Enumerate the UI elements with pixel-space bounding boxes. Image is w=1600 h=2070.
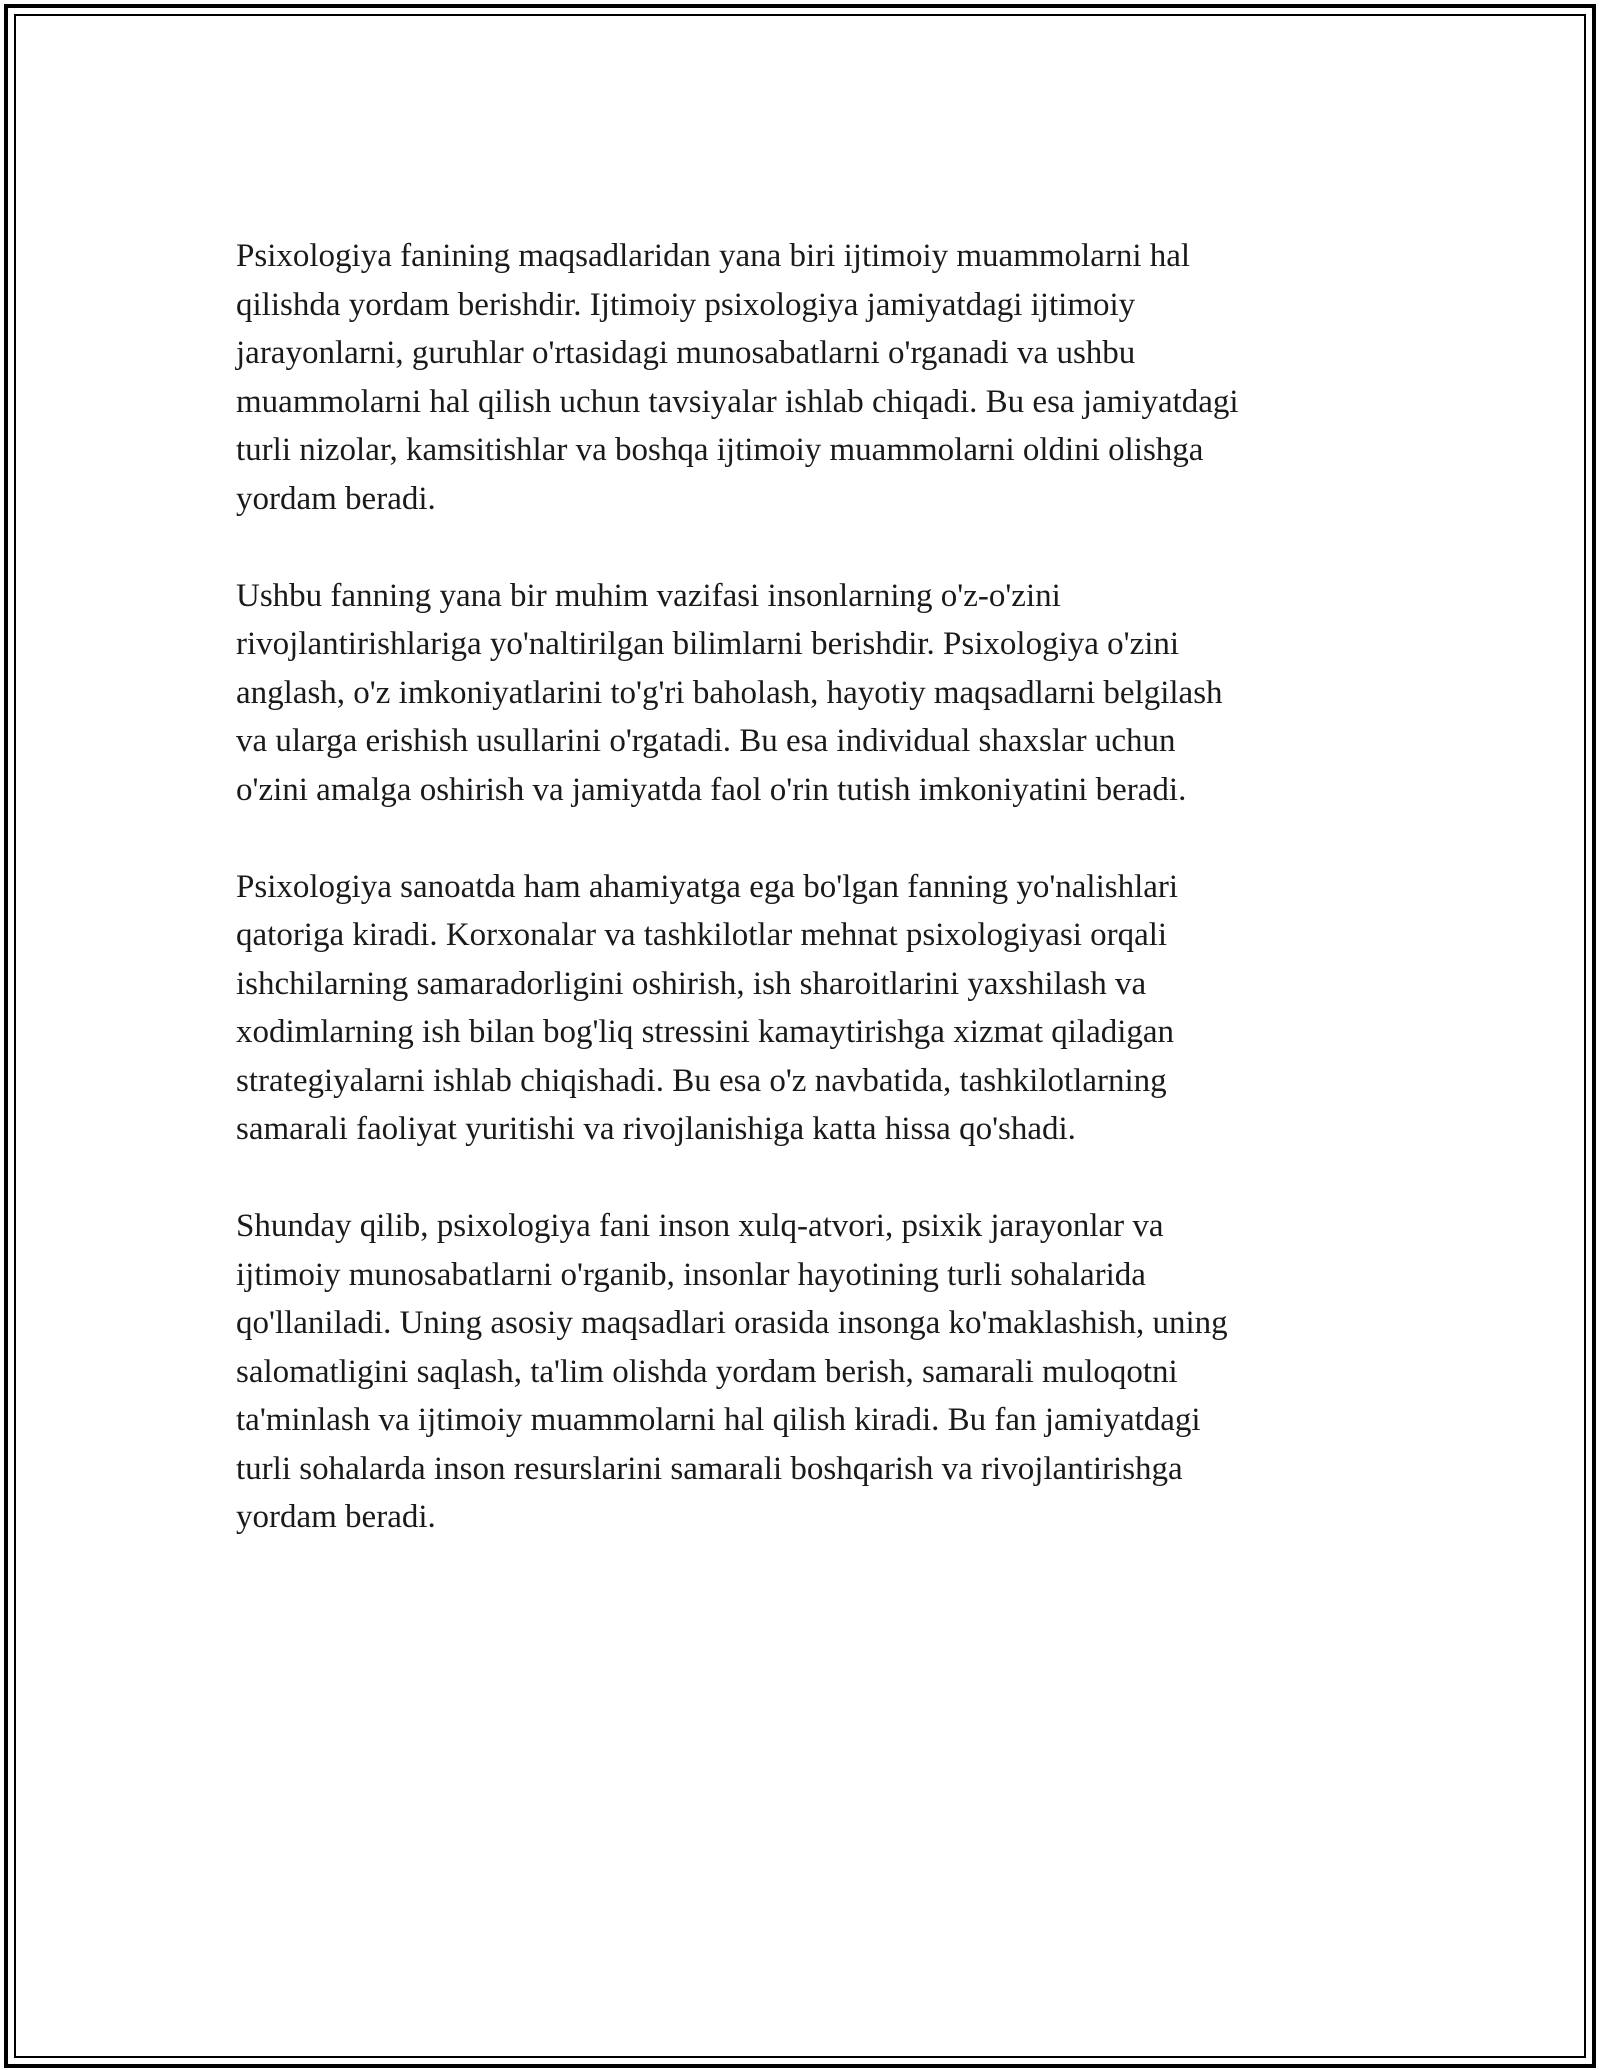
paragraph-3 (236, 863, 1356, 1154)
text-line: o'zini amalga oshirish va jamiyatda faol o'rin tutish imkoniyatini beradi. (236, 771, 1187, 808)
text-line: jarayonlarni, guruhlar o'rtasidagi munosabatlarni o'rganadi va ushbu (236, 335, 1136, 371)
text-line: Ushbu fanning yana bir muhim vazifasi insonlarning o'z-o'zini (236, 577, 1061, 614)
text-line: yordam beradi. (236, 1499, 436, 1535)
text-line: qatoriga kiradi. Korxonalar va tashkilotlar mehnat psixologiyasi orqali (236, 917, 1168, 953)
text-line: Psixologiya fanining maqsadlaridan yana biri ijtimoiy muammolarni hal (236, 238, 1191, 274)
document-body (236, 232, 1356, 1590)
paragraph-2 (236, 572, 1356, 815)
text-line: rivojlantirishlariga yo'naltirilgan bilimlarni berishdir. Psixologiya o'zini (236, 626, 1180, 662)
paragraph-4 (236, 1202, 1356, 1542)
text-line: turli sohalarda inson resurslarini samarali boshqarish va rivojlantirishga (236, 1450, 1183, 1487)
text-line: samarali faoliyat yuritishi va rivojlanishiga katta hissa qo'shadi. (236, 1111, 1076, 1147)
text-line: yordam beradi. (236, 480, 436, 517)
text-line: xodimlarning ish bilan bog'liq stressini kamaytirishga xizmat qiladigan (236, 1014, 1175, 1050)
text-line: Shunday qilib, psixologiya fani inson xulq-atvori, psixik jarayonlar va (236, 1208, 1164, 1244)
paragraph-1 (236, 232, 1356, 523)
text-line: va ularga erishish usullarini o'rgatadi. Bu esa individual shaxslar uchun (236, 723, 1176, 759)
text-line: strategiyalarni ishlab chiqishadi. Bu esa o'z navbatida, tashkilotlarning (236, 1062, 1167, 1099)
text-line: turli nizolar, kamsitishlar va boshqa ijtimoiy muammolarni oldini olishga (236, 432, 1204, 468)
text-line: ta'minlash va ijtimoiy muammolarni hal qilish kiradi. Bu fan jamiyatdagi (236, 1402, 1201, 1438)
text-line: salomatligini saqlash, ta'lim olishda yordam berish, samarali muloqotni (236, 1353, 1178, 1390)
text-line: muammolarni hal qilish uchun tavsiyalar ishlab chiqadi. Bu esa jamiyatdagi (236, 383, 1239, 420)
text-line: Psixologiya sanoatda ham ahamiyatga ega bo'lgan fanning yo'nalishlari (236, 868, 1179, 905)
text-line: ijtimoiy munosabatlarni o'rganib, insonlar hayotining turli sohalarida (236, 1256, 1146, 1293)
text-line: qilishda yordam berishdir. Ijtimoiy psixologiya jamiyatdagi ijtimoiy (236, 286, 1136, 323)
text-line: anglash, o'z imkoniyatlarini to'g'ri baholash, hayotiy maqsadlarni belgilash (236, 674, 1223, 711)
text-line: qo'llaniladi. Uning asosiy maqsadlari orasida insonga ko'maklashish, uning (236, 1305, 1228, 1341)
text-line: ishchilarning samaradorligini oshirish, ish sharoitlarini yaxshilash va (236, 965, 1147, 1002)
